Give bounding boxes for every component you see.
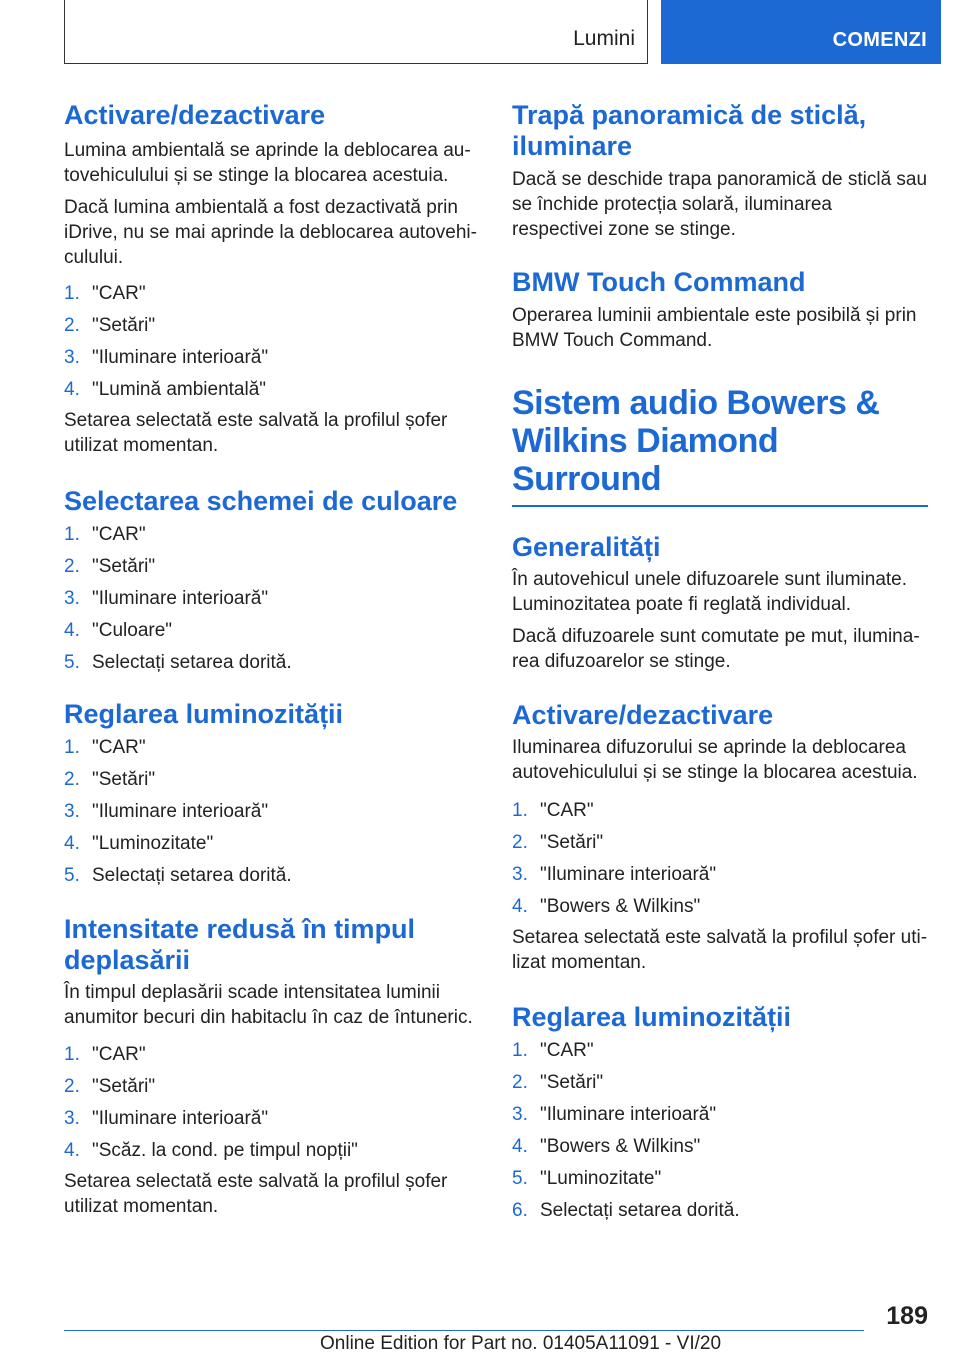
step-item: 1. "CAR"	[64, 524, 146, 545]
chapter-heading-audio: Sistem audio Bowers & Wilkins Diamond Surround	[512, 384, 880, 498]
paragraph: Dacă lumina ambientală a fost dezactivată prin iDrive, nu se mai aprinde la deblocarea autovehiculului.	[64, 197, 477, 268]
footer-edition-text: Online Edition for Part no. 01405A11091 - VI/20	[320, 1333, 722, 1354]
step-item: 3. "Iluminare interioară"	[512, 1104, 717, 1125]
paragraph: Iluminarea difuzorului se aprinde la deblocarea autovehiculului și se stinge la blocarea acestuia.	[512, 737, 918, 783]
left-column	[64, 100, 478, 1219]
page-number: 189	[886, 1302, 928, 1330]
step-item: 2. "Setări"	[64, 556, 156, 577]
paragraph: Setarea selectată este salvată la profilul șofer utilizat momentan.	[512, 927, 928, 973]
header-chapter-label: COMENZI	[832, 29, 927, 51]
step-item: 1. "CAR"	[512, 800, 594, 821]
step-item: 4. "Scăz. la cond. pe timpul nopții"	[64, 1140, 358, 1161]
step-item: 4. "Bowers & Wilkins"	[512, 896, 701, 917]
step-item: 2. "Setări"	[512, 1072, 604, 1093]
header-chapter-tab	[661, 0, 941, 64]
heading-trapa: Trapă panoramică de sticlă, iluminare	[512, 100, 867, 161]
step-item: 2. "Setări"	[512, 832, 604, 853]
paragraph: În timpul deplasării scade intensitatea luminii anumitor becuri din habitaclu în caz de întuneric.	[64, 982, 473, 1028]
step-item: 3. "Iluminare interioară"	[64, 1108, 269, 1129]
heading-luminozitate: Reglarea luminozității	[64, 699, 344, 729]
footer-rule	[64, 1330, 864, 1331]
step-item: 4. "Culoare"	[64, 620, 173, 641]
step-item: 2. "Setări"	[64, 769, 156, 790]
step-item: 4. "Lumină ambientală"	[64, 379, 267, 400]
step-item: 5. Selectați setarea dorită.	[64, 652, 292, 673]
step-item: 1. "CAR"	[64, 283, 146, 304]
heading-activare: Activare/dezactivare	[64, 100, 326, 130]
step-item: 5. Selectați setarea dorită.	[64, 865, 292, 886]
step-item: 4. "Bowers & Wilkins"	[512, 1136, 701, 1157]
heading-touch-command: BMW Touch Command	[512, 267, 806, 297]
step-item: 2. "Setări"	[64, 1076, 156, 1097]
heading-underline	[512, 505, 928, 507]
step-item: 1. "CAR"	[64, 1044, 146, 1065]
step-item: 3. "Iluminare interioară"	[64, 801, 269, 822]
step-list	[512, 795, 928, 923]
step-list	[64, 732, 478, 892]
step-item: 2. "Setări"	[64, 315, 156, 336]
step-item: 1. "CAR"	[512, 1040, 594, 1061]
step-item: 1. "CAR"	[64, 737, 146, 758]
heading-culoare: Selectarea schemei de culoare	[64, 486, 458, 516]
heading-intensitate: Intensitate redusă în timpul deplasării	[64, 914, 416, 975]
paragraph: În autovehicul unele difuzoarele sunt iluminate. Luminozitatea poate fi reglată individual.	[512, 569, 908, 615]
right-column	[512, 100, 928, 1227]
heading-luminozitate: Reglarea luminozității	[512, 1002, 792, 1032]
step-list	[512, 1035, 928, 1227]
paragraph: Setarea selectată este salvată la profilul șofer utilizat momentan.	[64, 410, 448, 456]
paragraph: Dacă difuzoarele sunt comutate pe mut, iluminarea difuzoarelor se stinge.	[512, 626, 920, 672]
paragraph: Dacă se deschide trapa panoramică de sticlă sau se închide protecția solară, iluminarea respectivei zone se stinge.	[512, 169, 928, 240]
step-list	[64, 519, 478, 679]
step-item: 5. "Luminozitate"	[512, 1168, 662, 1189]
step-item: 4. "Luminozitate"	[64, 833, 214, 854]
step-item: 6. Selectați setarea dorită.	[512, 1200, 740, 1221]
paragraph: Operarea luminii ambientale este posibilă și prin BMW Touch Command.	[512, 305, 917, 351]
step-list	[64, 278, 478, 406]
heading-generalitati: Generalități	[512, 532, 661, 562]
paragraph: Lumina ambientală se aprinde la deblocarea autovehiculului și se stinge la blocarea acestuia.	[64, 140, 471, 186]
step-item: 3. "Iluminare interioară"	[64, 347, 269, 368]
header-section-box	[64, 0, 648, 64]
heading-activare: Activare/dezactivare	[512, 700, 774, 730]
step-item: 3. "Iluminare interioară"	[512, 864, 717, 885]
paragraph: Setarea selectată este salvată la profilul șofer utilizat momentan.	[64, 1171, 448, 1217]
step-item: 3. "Iluminare interioară"	[64, 588, 269, 609]
header-section-label: Lumini	[573, 27, 635, 50]
step-list	[64, 1039, 478, 1167]
